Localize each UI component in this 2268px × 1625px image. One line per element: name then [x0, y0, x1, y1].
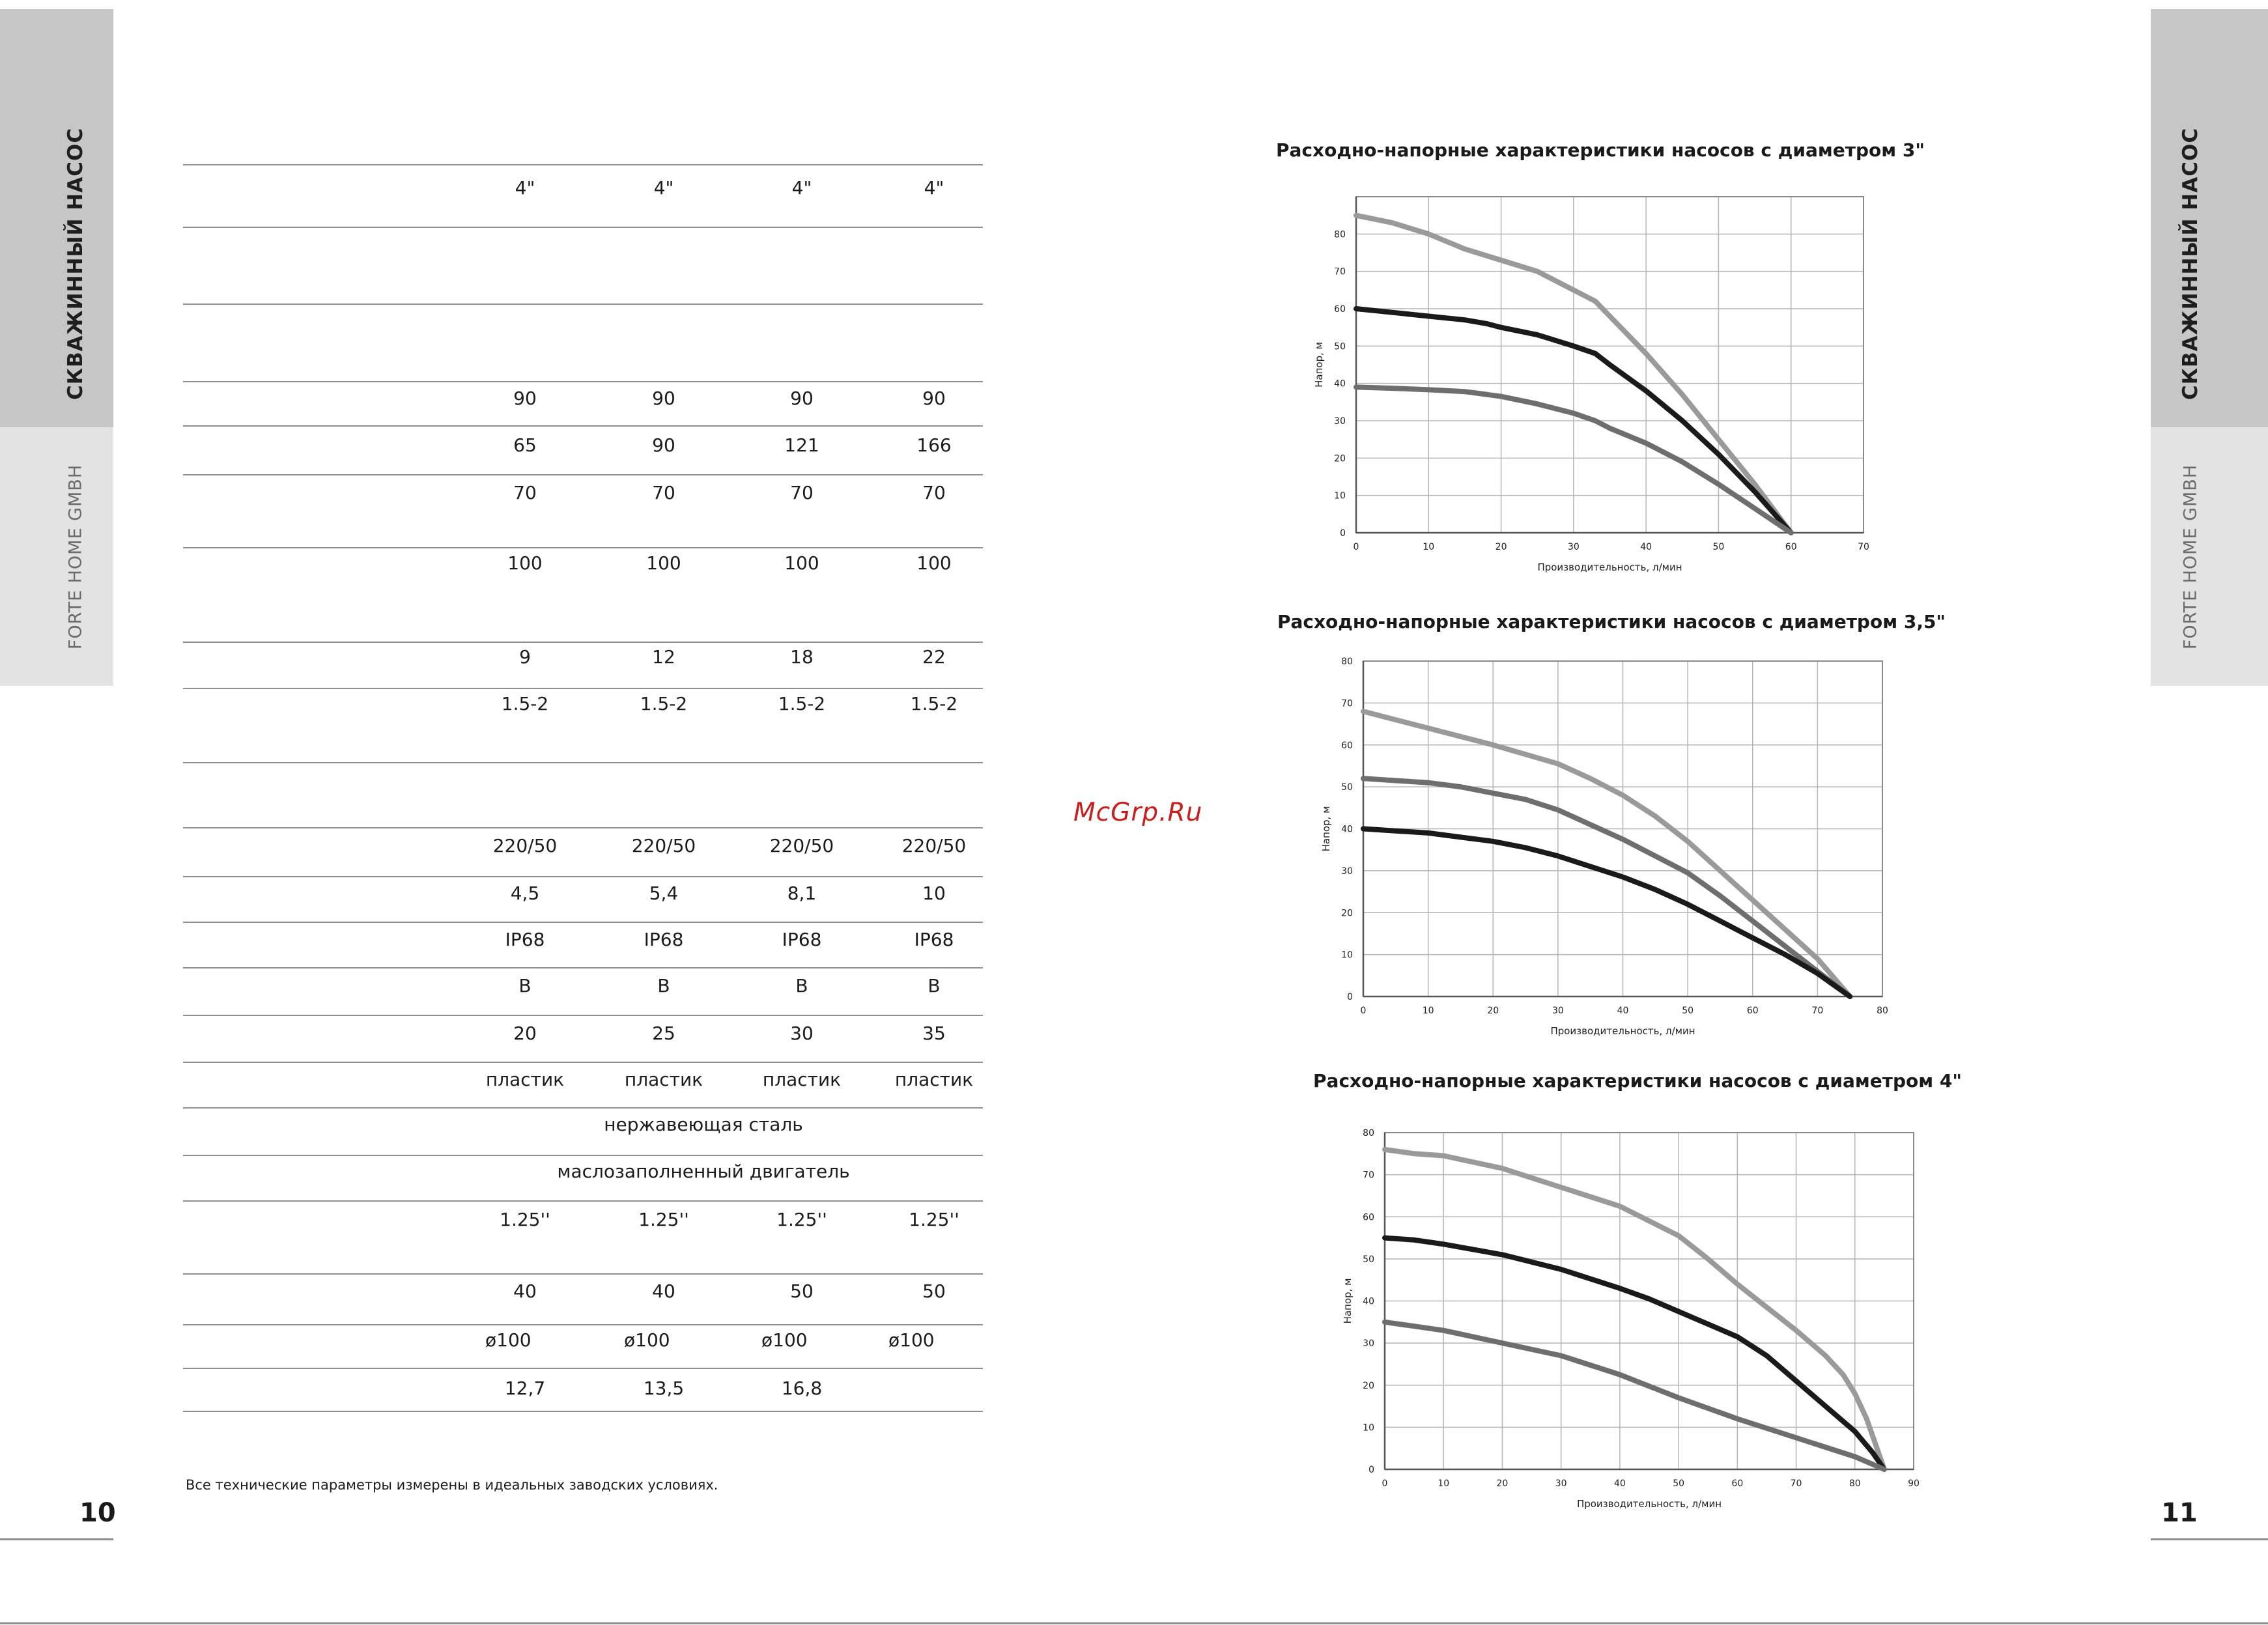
table-rule [183, 827, 983, 828]
sidebar-right-brand: FORTE HOME GMBH [2180, 464, 2201, 650]
x-tick-label: 10 [1438, 1478, 1450, 1489]
table-rule [183, 474, 983, 475]
table-rule [183, 688, 983, 689]
table-cell: пластик [894, 1069, 974, 1090]
table-cell: 1.5-2 [640, 693, 688, 714]
y-tick-label: 80 [1334, 229, 1346, 240]
table-cell: 30 [790, 1023, 814, 1044]
table-cell: 20 [513, 1023, 537, 1044]
y-tick-label: 0 [1368, 1465, 1374, 1475]
table-rule [183, 1107, 983, 1109]
table-cell: 4" [653, 177, 674, 199]
table-cell: 9 [519, 646, 531, 668]
y-axis-label: Напор, м [1320, 806, 1332, 852]
table-rule [183, 304, 983, 305]
table-rule [183, 1062, 983, 1063]
x-tick-label: 30 [1567, 542, 1580, 552]
sidebar-left-brand: FORTE HOME GMBH [65, 464, 86, 650]
table-cell: 18 [790, 646, 814, 668]
table-cell: 100 [916, 552, 952, 574]
x-tick-label: 0 [1353, 542, 1359, 552]
table-rule [183, 922, 983, 923]
table-cell: 10 [922, 883, 946, 904]
page-number-right: 11 [2161, 1498, 2198, 1528]
y-tick-label: 10 [1334, 490, 1346, 502]
table-cell: 1.5-2 [910, 693, 958, 714]
y-tick-label: 80 [1341, 657, 1353, 667]
table-rule [183, 1155, 983, 1156]
table-cell: 16,8 [781, 1378, 823, 1399]
x-tick-label: 40 [1640, 542, 1652, 552]
x-tick-label: 40 [1613, 1478, 1626, 1489]
page-bottom-rule-left [0, 1538, 113, 1540]
table-rule [183, 967, 983, 968]
table-cell: 4" [924, 177, 944, 199]
y-tick-label: 70 [1363, 1170, 1374, 1181]
x-tick-label: 40 [1617, 1006, 1629, 1016]
y-tick-label: 60 [1334, 304, 1346, 315]
y-tick-label: 60 [1341, 740, 1353, 751]
table-cell: B [928, 975, 941, 996]
table-cell: 5,4 [649, 883, 679, 904]
y-tick-label: 70 [1334, 266, 1346, 277]
table-cell: пластик [485, 1069, 565, 1090]
x-axis-label: Производительность, л/мин [1537, 561, 1682, 573]
sidebar-right-title-block [2151, 9, 2268, 437]
table-cell: 1.5-2 [778, 693, 826, 714]
table-cell: 50 [790, 1280, 814, 1302]
x-tick-label: 50 [1682, 1006, 1694, 1016]
y-tick-label: 20 [1363, 1380, 1374, 1391]
table-cell: IP68 [505, 929, 545, 950]
table-cell: 25 [652, 1023, 675, 1044]
series-line-2 [1363, 778, 1850, 996]
x-tick-label: 90 [1908, 1478, 1920, 1489]
table-rule [183, 547, 983, 548]
table-cell: IP68 [782, 929, 822, 950]
y-tick-label: 0 [1347, 992, 1353, 1002]
y-tick-label: 30 [1334, 416, 1346, 427]
table-cell: B [795, 975, 808, 996]
x-tick-label: 30 [1555, 1478, 1567, 1489]
table-cell: ø100 [761, 1329, 808, 1351]
table-cell: 40 [652, 1280, 675, 1302]
table-rule [183, 1200, 983, 1202]
table-cell: 12 [652, 646, 675, 668]
table-cell: 4" [515, 177, 535, 199]
table-rule [183, 227, 983, 228]
table-cell: 1.25'' [909, 1209, 959, 1230]
chart-3-5in [1309, 655, 1895, 1045]
series-line-1 [1363, 711, 1850, 996]
x-tick-label: 60 [1731, 1478, 1744, 1489]
table-cell: 220/50 [492, 835, 558, 856]
y-tick-label: 70 [1341, 698, 1353, 709]
table-cell: 35 [922, 1023, 946, 1044]
y-tick-label: 50 [1363, 1254, 1374, 1265]
y-tick-label: 40 [1341, 824, 1353, 835]
table-cell: 220/50 [901, 835, 967, 856]
x-tick-label: 70 [1790, 1478, 1802, 1489]
sidebar-left-title: СКВАЖИННЫЙ НАСОС [64, 127, 87, 401]
table-cell: 1.25'' [776, 1209, 827, 1230]
x-tick-label: 20 [1496, 1478, 1509, 1489]
table-cell: 90 [513, 388, 537, 409]
table-cell: 12,7 [504, 1378, 546, 1399]
x-tick-label: 30 [1552, 1006, 1564, 1016]
sidebar-left-title-block [0, 9, 113, 437]
y-axis-label: Напор, м [1342, 1278, 1354, 1324]
table-rule [183, 642, 983, 643]
table-cell: 70 [790, 482, 814, 503]
table-merged-cell: маслозаполненный двигатель [557, 1161, 850, 1182]
footnote: Все технические параметры измерены в идеальных заводских условиях. [186, 1477, 718, 1493]
table-cell: 13,5 [643, 1378, 685, 1399]
table-cell: IP68 [914, 929, 954, 950]
x-tick-label: 10 [1422, 1006, 1434, 1016]
table-cell: 22 [922, 646, 946, 668]
y-tick-label: 30 [1363, 1338, 1374, 1349]
series-line-2 [1385, 1238, 1884, 1469]
table-rule [183, 876, 983, 877]
page-bottom-rule-right [2151, 1538, 2268, 1540]
y-tick-label: 80 [1363, 1128, 1374, 1138]
sidebar-left-brand-block [0, 427, 113, 686]
table-rule [183, 762, 983, 763]
table-cell: 4" [791, 177, 812, 199]
y-tick-label: 30 [1341, 866, 1353, 877]
x-tick-label: 0 [1360, 1006, 1367, 1016]
table-cell: 90 [652, 388, 675, 409]
sidebar-right-brand-block [2151, 427, 2268, 686]
chart-title-4in: Расходно-напорные характеристики насосов с диаметром 4" [1313, 1070, 1962, 1092]
table-cell: 70 [922, 482, 946, 503]
table-cell: 1.25'' [638, 1209, 689, 1230]
table-cell: 1.25'' [500, 1209, 550, 1230]
table-cell: 8,1 [787, 883, 817, 904]
table-rule [183, 1273, 983, 1275]
x-tick-label: 0 [1382, 1478, 1388, 1489]
table-cell: 90 [652, 434, 675, 456]
y-tick-label: 20 [1341, 908, 1353, 919]
table-rule [183, 164, 983, 165]
table-cell: 100 [646, 552, 681, 574]
table-cell: 65 [513, 434, 537, 456]
table-cell: 40 [513, 1280, 537, 1302]
table-cell: 90 [790, 388, 814, 409]
table-cell: ø100 [624, 1329, 670, 1351]
table-cell: B [518, 975, 532, 996]
x-tick-label: 70 [1858, 542, 1869, 552]
x-tick-label: 60 [1785, 542, 1797, 552]
x-tick-label: 80 [1849, 1478, 1861, 1489]
y-tick-label: 10 [1341, 950, 1353, 961]
table-cell: 4,5 [510, 883, 540, 904]
table-cell: 70 [652, 482, 675, 503]
table-rule [183, 1015, 983, 1016]
y-tick-label: 60 [1363, 1212, 1374, 1223]
y-tick-label: 50 [1341, 782, 1353, 793]
table-cell: 100 [784, 552, 819, 574]
x-tick-label: 20 [1495, 542, 1507, 552]
table-cell: 100 [507, 552, 543, 574]
x-tick-label: 10 [1423, 542, 1435, 552]
table-cell: пластик [624, 1069, 703, 1090]
y-tick-label: 10 [1363, 1422, 1374, 1434]
x-axis-label: Производительность, л/мин [1576, 1498, 1722, 1510]
sidebar-right-title: СКВАЖИННЫЙ НАСОС [2179, 127, 2202, 401]
x-tick-label: 20 [1487, 1006, 1499, 1016]
chart-4in [1325, 1125, 1925, 1510]
table-cell: 220/50 [769, 835, 834, 856]
table-cell: B [657, 975, 670, 996]
table-rule [183, 1324, 983, 1325]
y-tick-label: 20 [1334, 453, 1346, 464]
table-cell: 70 [513, 482, 537, 503]
watermark: McGrp.Ru [1073, 798, 1203, 827]
x-tick-label: 50 [1673, 1478, 1685, 1489]
x-tick-label: 80 [1877, 1006, 1888, 1016]
y-tick-label: 50 [1334, 341, 1346, 352]
table-rule [183, 1368, 983, 1369]
y-tick-label: 0 [1340, 528, 1346, 539]
y-axis-label: Напор, м [1313, 342, 1325, 388]
table-cell: пластик [762, 1069, 842, 1090]
x-axis-label: Производительность, л/мин [1550, 1025, 1695, 1037]
series-line-1 [1385, 1150, 1884, 1469]
table-rule [183, 1411, 983, 1412]
page-number-left: 10 [79, 1498, 116, 1528]
table-cell: 50 [922, 1280, 946, 1302]
table-cell: ø100 [485, 1329, 532, 1351]
table-cell: 166 [916, 434, 952, 456]
table-cell: 121 [784, 434, 819, 456]
table-cell: ø100 [888, 1329, 935, 1351]
y-tick-label: 40 [1363, 1296, 1374, 1307]
table-merged-cell: нержавеющая сталь [604, 1114, 803, 1135]
x-tick-label: 70 [1811, 1006, 1824, 1016]
table-cell: 1.5-2 [501, 693, 549, 714]
table-rule [183, 425, 983, 427]
table-cell: IP68 [644, 929, 684, 950]
x-tick-label: 50 [1712, 542, 1725, 552]
chart-title-3-5in: Расходно-напорные характеристики насосов с диаметром 3,5" [1277, 611, 1946, 632]
chart-title-3in: Расходно-напорные характеристики насосов с диаметром 3" [1276, 139, 1925, 161]
x-tick-label: 60 [1746, 1006, 1759, 1016]
table-cell: 220/50 [631, 835, 696, 856]
table-cell: 90 [922, 388, 946, 409]
table-rule [183, 381, 983, 382]
chart-3in [1296, 189, 1882, 593]
y-tick-label: 40 [1334, 378, 1346, 389]
page-bottom-edge [0, 1622, 2268, 1624]
